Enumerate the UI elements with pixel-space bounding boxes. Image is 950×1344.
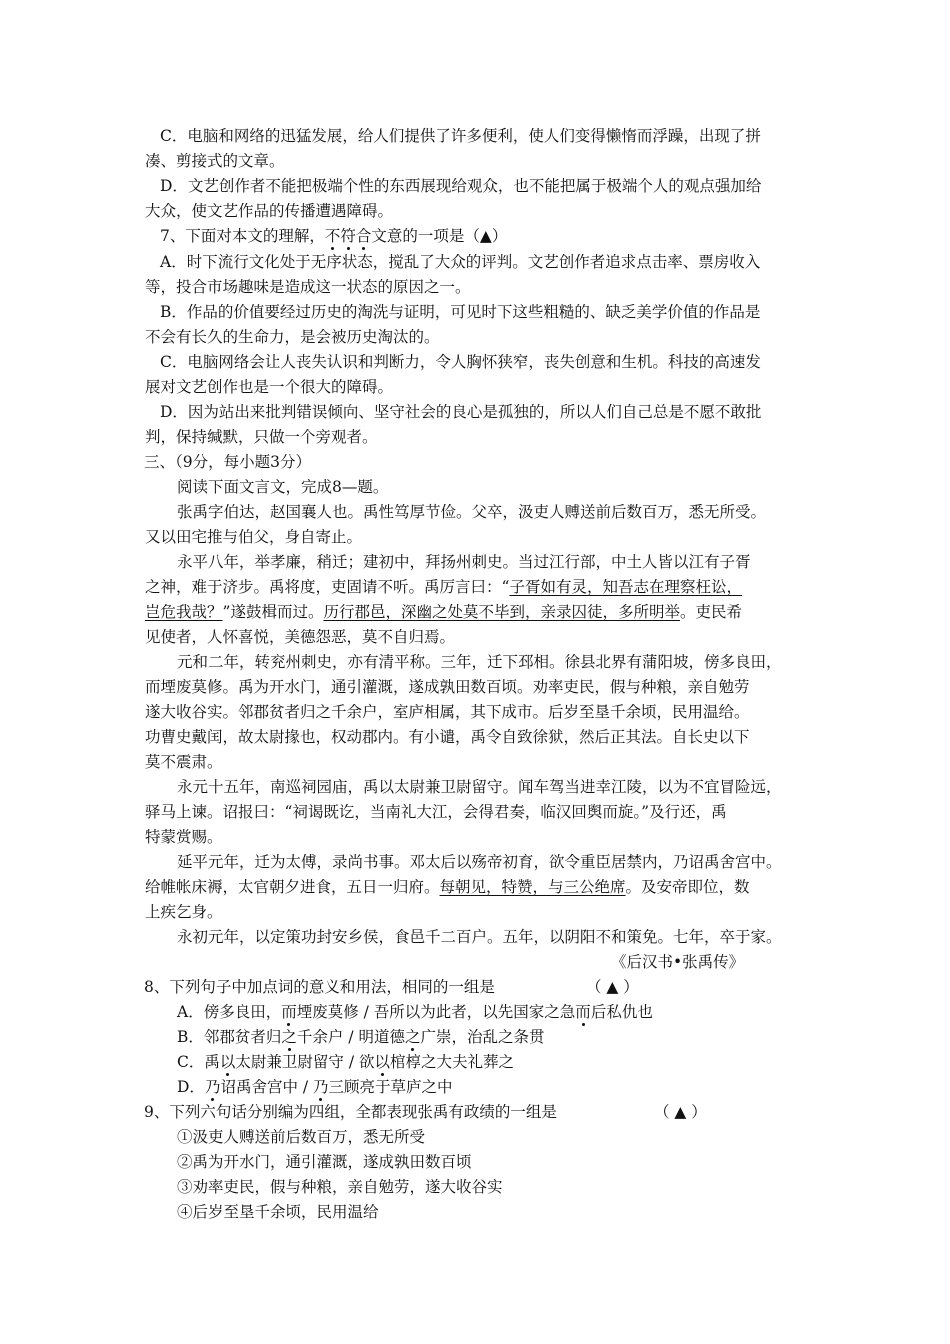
q9-item: ②禹为开水门，通引灌溉，遂成孰田数百顷	[177, 1153, 472, 1171]
q8-dotted-word: 之	[405, 1028, 421, 1046]
q8-dotted-word: 以	[374, 1053, 390, 1071]
q6-option-c-line2: 凑、剪接式的文章。	[145, 152, 285, 170]
passage-line: 而堙废莫修。禹为开水门，通引灌溉，遂成孰田数百顷。劝率吏民，假与种粮，亲自勉劳	[145, 678, 750, 696]
q8-option-a	[177, 1000, 653, 1025]
q8-stem: 8、下列句子中加点词的意义和用法，相同的一组是	[144, 978, 495, 996]
q7-stem-text: 7、下面对本文的理解，	[160, 227, 325, 245]
q7-stem	[160, 224, 507, 249]
q9-item: ①汲吏人赙送前后数百万，悉无所受	[177, 1128, 426, 1146]
passage-line: 永平八年，举孝廉，稍迁；建初中，拜扬州刺史。当过江行部，中土人皆以江有子胥	[177, 553, 751, 571]
q9-stem: 9、下列六句话分别编为四组，全都表现张禹有政绩的一组是	[144, 1103, 557, 1121]
underlined-sentence: 子胥如有灵，知吾志在理察枉讼，	[509, 578, 742, 596]
q7-dotted-char: 不	[324, 227, 341, 245]
q8-option-text: 后私仇也	[590, 1003, 653, 1021]
q9-item: ④后岁至垦千余顷，民用温给	[177, 1203, 379, 1221]
q8-dotted-word: 而	[281, 1003, 297, 1021]
q8-option-text: 太尉兼卫尉留守 / 欲	[235, 1053, 375, 1071]
q8-option-text: 堙废莫修 / 吾所以为此者，以先国家之急	[296, 1003, 576, 1021]
underlined-sentence: 岂危我哉？	[145, 603, 223, 621]
q7-option-a-line1: A．时下流行文化处于无序状态，搅乱了大众的评判。文艺创作者追求点击率、票房收入	[160, 253, 761, 271]
passage-line: 遂大收谷实。邻郡贫者归之千余户，室庐相属，其下成市。后岁至垦千余顷，民用温给。	[145, 703, 750, 721]
q6-option-d-line2: 大众，使文艺作品的传播遭遇障碍。	[145, 202, 394, 220]
q7-option-c-line1: C．电脑网络会让人丧失认识和判断力，令人胸怀狭窄，丧失创意和生机。科技的高速发	[160, 353, 761, 371]
q9-answer-mark: （ ▲ ）	[654, 1103, 707, 1121]
q8-option-text: 广崇，治乱之条贯	[420, 1028, 545, 1046]
q6-option-d-line1: D．文艺创作者不能把极端个性的东西展现给观众，也不能把属于极端个人的观点强加给	[160, 177, 762, 195]
passage-line: 延平元年，迁为太傅，录尚书事。邓太后以殇帝初育，欲令重臣居禁内，乃诏禹舍宫中。	[177, 853, 782, 871]
passage-line: 元和二年，转兖州刺史，亦有清平称。三年，迁下邳相。徐县北界有蒲阳坡，傍多良田，	[177, 653, 782, 671]
q7-option-b-line1: B．作品的价值要经过历史的淘洗与证明，可见时下这些粗糙的、缺乏美学价值的作品是	[160, 303, 761, 321]
passage-line: 张禹字伯达，赵国襄人也。禹性笃厚节俭。父卒，汲吏人赙送前后数百万，悉无所受。	[177, 503, 767, 521]
q8-option-text: 三顾亮于草庐之中	[328, 1078, 453, 1096]
passage-line: 上疾乞身。	[145, 903, 223, 921]
q7-dotted-char: 符	[340, 227, 356, 245]
passage-line: 见使者，人怀喜悦，美德怨恶，莫不自归焉。	[145, 628, 456, 646]
passage-text: 之神，难于济步。禹将度，吏固请不听。禹厉言曰：“	[145, 578, 510, 596]
q7-dotted-char: 合	[355, 227, 372, 245]
q7-option-c-line2: 展对文艺创作也是一个很大的障碍。	[145, 378, 394, 396]
passage-line: 永元十五年，南巡祠园庙，禹以太尉兼卫尉留守。闻车驾当进幸江陵，以为不宜冒险远，	[177, 778, 782, 796]
q8-dotted-word: 而	[575, 1003, 591, 1021]
q8-option-b	[177, 1025, 545, 1050]
q8-option-text: 棺椁之大夫礼葬之	[389, 1053, 514, 1071]
q8-dotted-word: 乃	[313, 1078, 329, 1096]
passage-text: 给帷帐床褥，太官朝夕进食，五日一归府。	[145, 878, 440, 896]
q7-option-d-line2: 判，保持缄默，只做一个旁观者。	[145, 428, 378, 446]
q8-dotted-word: 以	[219, 1053, 236, 1071]
q7-stem-text: 文意的一项是（▲）	[371, 227, 508, 245]
passage-text: 。及安帝即位，数	[625, 878, 750, 896]
q7-option-d-line1: D．因为站出来批判错误倾向、坚守社会的良心是孤独的，所以人们自己总是不愿不敢批	[160, 403, 762, 421]
passage-line: 永初元年，以定策功封安乡侯，食邑千二百户。五年，以阴阳不和策免。七年，卒于家。	[177, 928, 782, 946]
passage-line	[145, 575, 742, 600]
q8-option-text: 诏禹舍宫中 /	[220, 1078, 314, 1096]
q8-dotted-word: 之	[281, 1028, 297, 1046]
passage-text: 。吏民希	[679, 603, 742, 621]
passage-line	[145, 600, 742, 625]
q8-option-text: A．傍多良田，	[177, 1003, 282, 1021]
q8-option-c	[177, 1050, 514, 1075]
reading-instruction: 阅读下面文言文，完成8—题。	[177, 478, 389, 496]
q8-answer-mark: （ ▲ ）	[586, 978, 639, 996]
passage-line: 又以田宅推与伯父，身自寄止。	[145, 528, 363, 546]
q8-option-text: 千余户 / 明道德	[296, 1028, 405, 1046]
q8-option-text: B．邻郡贫者归	[177, 1028, 282, 1046]
passage-line: 驿马上谏。诏报曰：“祠谒既讫，当南礼大江，会得君奏，临汉回舆而旋。”及行还，禹	[145, 803, 727, 821]
q7-option-b-line2: 不会有长久的生命力，是会被历史淘汰的。	[145, 328, 440, 346]
passage-line	[145, 875, 750, 900]
q8-option-text: D．	[177, 1078, 205, 1096]
q8-dotted-word: 乃	[204, 1078, 221, 1096]
section-three-heading: 三、（9分，每小题3分）	[144, 453, 311, 471]
passage-source: 《后汉书•张禹传》	[611, 953, 745, 971]
q9-item: ③劝率吏民，假与种粮，亲自勉劳，遂大收谷实	[177, 1178, 503, 1196]
underlined-sentence: 每朝见，特赞，与三公绝席	[439, 878, 626, 896]
q7-option-a-line2: 等，投合市场趣味是造成这一状态的原因之一。	[145, 278, 471, 296]
passage-line: 特蒙赏赐。	[145, 828, 223, 846]
q8-option-text: C．禹	[177, 1053, 220, 1071]
passage-text: ”遂鼓楫而过。	[222, 603, 324, 621]
q6-option-c-line1: C．电脑和网络的迅猛发展，给人们提供了许多便利，使人们变得懒惰而浮躁，出现了拼	[160, 127, 761, 145]
underlined-sentence: 历行郡邑，深幽之处莫不毕到，亲录囚徒，多所明举	[323, 603, 680, 621]
q8-option-d	[177, 1075, 453, 1100]
passage-line: 功曹史戴闰，故太尉掾也，权动郡内。有小谴，禹令自致徐狱，然后正其法。自长史以下	[145, 728, 750, 746]
passage-line: 莫不震肃。	[145, 753, 223, 771]
